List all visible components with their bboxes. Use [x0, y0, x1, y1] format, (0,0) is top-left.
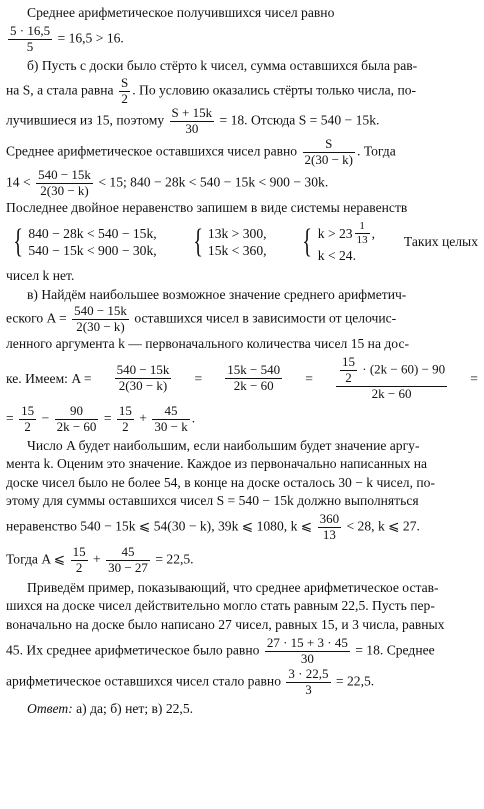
- system-of-inequalities: [190, 225, 267, 260]
- paragraph: [6, 304, 478, 335]
- denominator: 2k − 60: [56, 419, 97, 435]
- denominator: 5: [26, 39, 34, 55]
- text: =: [103, 410, 112, 426]
- paragraph: б) Пусть с доски было стёрто k чисел, сумма оставшихся была рав-: [27, 58, 418, 74]
- denominator: 2k − 60: [233, 378, 274, 394]
- fraction: [115, 363, 172, 394]
- text: =: [194, 370, 203, 386]
- text: = 18. Отсюда S = 540 − 15k.: [219, 113, 380, 128]
- fraction: [170, 106, 215, 137]
- numerator: [336, 355, 447, 387]
- equation: [6, 24, 478, 55]
- numerator: 15: [118, 403, 132, 419]
- text: Тогда A ⩽: [6, 551, 66, 567]
- system-line: 840 − 28k < 540 − 15k,: [28, 225, 157, 241]
- brace-icon: {: [13, 223, 24, 261]
- numerator: 45: [106, 545, 150, 561]
- paragraph: [6, 106, 478, 137]
- paragraph: этому для суммы оставшихся чисел S = 540 − 15k должно выполняться: [6, 492, 419, 508]
- fraction: [152, 404, 189, 435]
- numerator: 540 − 15k: [116, 362, 170, 378]
- paragraph: [6, 512, 478, 543]
- numerator: 1: [355, 220, 370, 234]
- paragraph: Число A будет наибольшим, если наибольшим будет значение аргу-: [27, 437, 420, 453]
- fraction: [19, 404, 36, 435]
- paragraph: [6, 545, 478, 576]
- fraction: [340, 355, 357, 386]
- paragraph: Последнее двойное неравенство запишем в виде системы неравенств: [6, 200, 408, 216]
- fraction: [119, 76, 130, 107]
- numerator: 90: [55, 404, 99, 420]
- text: 14 <: [6, 174, 31, 190]
- fraction: [36, 168, 93, 199]
- denominator: 30 − k: [154, 419, 188, 435]
- answer-text: а) да; б) нет; в) 22,5.: [76, 700, 194, 716]
- text: k > 23: [317, 225, 353, 241]
- denominator: 2: [75, 560, 83, 576]
- fraction: [106, 545, 150, 576]
- denominator: 2(30 − k): [76, 318, 125, 334]
- fraction: [336, 355, 447, 402]
- text: · (2k − 60) − 90: [362, 361, 446, 377]
- paragraph: чисел k нет.: [6, 268, 75, 284]
- fraction: [265, 636, 350, 667]
- brace-icon: {: [302, 223, 313, 261]
- numerator: S: [303, 137, 356, 153]
- denominator: 2: [121, 90, 128, 106]
- text: < 28, k ⩽ 27.: [346, 518, 420, 534]
- fraction: [72, 304, 129, 335]
- denominator: 2k − 60: [371, 386, 412, 402]
- text: арифметическое оставшихся чисел стало равно: [6, 673, 281, 689]
- equation: [6, 404, 478, 435]
- numerator: S: [120, 74, 129, 90]
- fraction: [225, 363, 282, 394]
- numerator: 45: [152, 404, 189, 420]
- text: =: [305, 370, 313, 386]
- numerator: 15: [342, 354, 355, 370]
- fraction: [318, 512, 342, 543]
- text: = 22,5.: [155, 551, 194, 567]
- numerator: 15: [72, 544, 86, 560]
- text: оставшихся чисел в зависимости от целочис-: [134, 310, 397, 326]
- paragraph: мента k. Оценим это значение. Каждое из первоначально написанных на: [6, 456, 428, 472]
- numerator: 540 − 15k: [74, 303, 127, 319]
- text: =: [6, 410, 14, 426]
- text: на S, а стала равна: [6, 82, 114, 98]
- fraction: [117, 404, 134, 435]
- numerator: 3 · 22,5: [288, 665, 329, 681]
- text: . По условию оказались стёрты только числа, по-: [132, 82, 417, 98]
- text: еского A =: [6, 310, 67, 326]
- denominator: 2: [24, 419, 31, 435]
- system-line: 15k < 360,: [207, 243, 267, 259]
- fraction: [55, 404, 99, 435]
- numerator: 15k − 540: [227, 362, 281, 378]
- numerator: 5 · 16,5: [10, 23, 51, 39]
- fraction: [71, 545, 88, 576]
- answer-label: Ответ:: [27, 700, 73, 716]
- answer: [6, 700, 478, 718]
- system-line: 13k > 300,: [207, 225, 267, 241]
- paragraph: воначально на доске было написано 27 чисел, равных 15, и 3 числа, равных: [6, 616, 445, 632]
- denominator: 2: [345, 370, 352, 386]
- denominator: 3: [305, 681, 312, 697]
- paragraph: Приведём пример, показывающий, что среднее арифметическое остав-: [27, 580, 439, 596]
- paragraph: в) Найдём наибольшее возможное значение среднего арифметич-: [27, 286, 407, 302]
- system-line: 540 − 15k < 900 − 30k,: [28, 243, 157, 259]
- system-of-inequalities: [299, 220, 375, 264]
- denominator: 13: [322, 527, 336, 543]
- text: < 15; 840 − 28k < 540 − 15k < 900 − 30k.: [98, 174, 329, 190]
- text: = 22,5.: [335, 673, 375, 689]
- text: .: [191, 410, 196, 426]
- paragraph: [6, 667, 478, 698]
- paragraph: Среднее арифметическое получившихся чисел равно: [27, 5, 335, 20]
- paragraph: [6, 137, 478, 168]
- text: +: [93, 551, 101, 567]
- denominator: 2(30 − k): [118, 378, 168, 394]
- numerator: S + 15k: [171, 105, 213, 121]
- systems-row: [6, 220, 478, 264]
- denominator: 30: [300, 651, 314, 667]
- system-of-inequalities: [10, 225, 157, 260]
- numerator: 27 · 15 + 3 · 45: [266, 635, 348, 651]
- text: = 18. Среднее: [355, 642, 435, 658]
- numerator: 15: [21, 403, 35, 419]
- numerator: 360: [319, 511, 340, 527]
- fraction: [8, 24, 52, 55]
- text: неравенство 540 − 15k ⩽ 54(30 − k), 39k ⩽ 1080, k ⩽: [6, 518, 313, 534]
- text: +: [139, 410, 147, 426]
- paragraph: доске чисел было не более 54, в конце на доске осталось 30 − k чисел, по-: [6, 474, 435, 490]
- paragraph: шихся на доске чисел действительно могло стать равным 22,5. Пусть пер-: [6, 598, 435, 614]
- system-line: [318, 220, 375, 246]
- system-line: k < 24.: [317, 247, 357, 263]
- text: −: [41, 410, 50, 426]
- fraction: [355, 220, 370, 246]
- denominator: 2: [122, 419, 129, 435]
- equation-text: = 16,5 > 16.: [57, 30, 124, 46]
- text: =: [470, 370, 478, 386]
- text: Таких целых: [403, 234, 478, 250]
- fraction: [303, 137, 356, 168]
- denominator: 13: [356, 234, 368, 247]
- text: . Тогда: [357, 143, 396, 159]
- paragraph: [6, 168, 478, 199]
- text: ,: [371, 225, 376, 241]
- text: ке. Имеем: A =: [6, 370, 92, 386]
- numerator: 540 − 15k: [38, 167, 91, 183]
- denominator: 30: [185, 121, 199, 137]
- denominator: 2(30 − k): [40, 183, 89, 199]
- text: лучившиеся из 15, поэтому: [6, 113, 165, 128]
- equation: [6, 355, 478, 402]
- brace-icon: {: [192, 223, 203, 261]
- paragraph: [6, 636, 478, 667]
- paragraph: ленного аргумента k — первоначального количества чисел 15 на дос-: [6, 335, 410, 351]
- paragraph: [6, 76, 478, 107]
- denominator: 30 − 27: [108, 560, 148, 576]
- text: Среднее арифметическое оставшихся чисел равно: [6, 143, 298, 159]
- fraction: [286, 667, 330, 698]
- denominator: 2(30 − k): [304, 152, 354, 168]
- text: 45. Их среднее арифметическое было равно: [6, 642, 260, 658]
